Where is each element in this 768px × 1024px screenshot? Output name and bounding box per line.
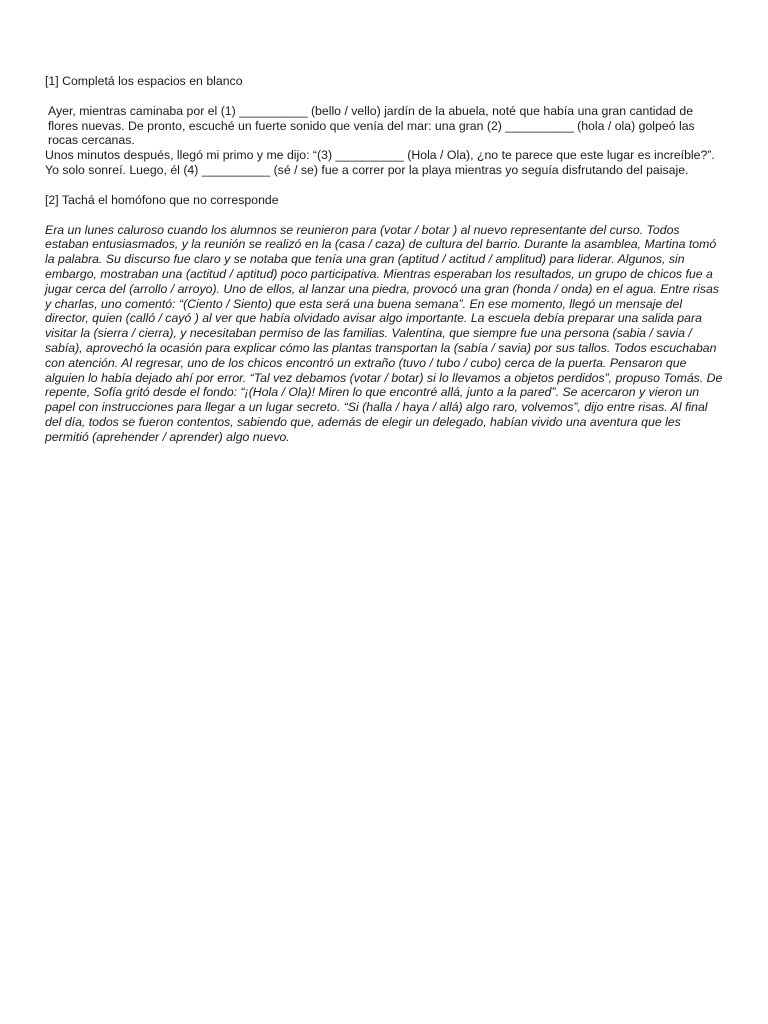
- section-1-paragraph-2: Unos minutos después, llegó mi primo y me dijo: “(3) __________ (Hola / Ola), ¿no te parece que este lugar es increíble?”. Yo solo sonreí. Luego, él (4) __________ (sé / se) fue a correr por la playa mientras yo seguía disfrutando del paisaje.: [45, 148, 715, 177]
- section-1-paragraph-1: Ayer, mientras caminaba por el (1) __________ (bello / vello) jardín de la abuela, noté que había una gran cantidad de flores nuevas. De pronto, escuché un fuerte sonido que venía del mar: una gran (2) __________ (hola / ola) golpeó las rocas cercanas.: [48, 103, 695, 148]
- worksheet-page: [45, 74, 725, 445]
- section-2-heading: [2] Tachá el homófono que no corresponde: [45, 192, 279, 207]
- section-2-paragraph: Era un lunes caluroso cuando los alumnos se reunieron para (votar / botar ) al nuevo representante del curso. Todos estaban entusiasmados, y la reunión se realizó en la (casa / caza) de cultura del barrio. Durante la asamblea, Martina tomó la palabra. Su discurso fue claro y se notaba que tenía una gran (aptitud / actitud / amplitud) para liderar. Algunos, sin embargo, mostraban una (actitud / aptitud) poco participativa. Mientras esperaban los resultados, un grupo de chicos fue a jugar cerca del (arrollo / arroyo). Uno de ellos, al lanzar una piedra, provocó una gran (honda / onda) en el agua. Entre risas y charlas, uno comentó: “(Ciento / Siento) que esta será una buena semana”. En ese momento, llegó un mensaje del director, quien (calló / cayó ) al ver que había olvidado avisar algo importante. La escuela debía preparar una salida para visitar la (sierra / cierra), y necesitaban permiso de las familias. Valentina, que siempre fue una persona (sabia / savia / sabía), aprovechó la ocasión para explicar cómo las plantas transportan la (sabía / savia) por sus tallos. Todos escuchaban con atención. Al regresar, uno de los chicos encontró un extraño (tuvo / tubo / cubo) cerca de la puerta. Pensaron que alguien lo había dejado ahí por error. “Tal vez debamos (votar / botar) si lo llevamos a objetos perdidos”, propuso Tomás. De repente, Sofía gritó desde el fondo: “¡(Hola / Ola)! Miren lo que encontré allá, junto a la pared”. Se acercaron y vieron un papel con instrucciones para llegar a un lugar secreto. “Si (halla / haya / allá) algo raro, volvemos”, dijo entre risas. Al final del día, todos se fueron contentos, sabiendo que, además de elegir un delegado, habían vivido una aventura que les permitió (aprehender / aprender) algo nuevo.: [45, 222, 723, 444]
- section-1-heading: [1] Completá los espacios en blanco: [45, 74, 243, 88]
- section-spacer: [45, 178, 725, 193]
